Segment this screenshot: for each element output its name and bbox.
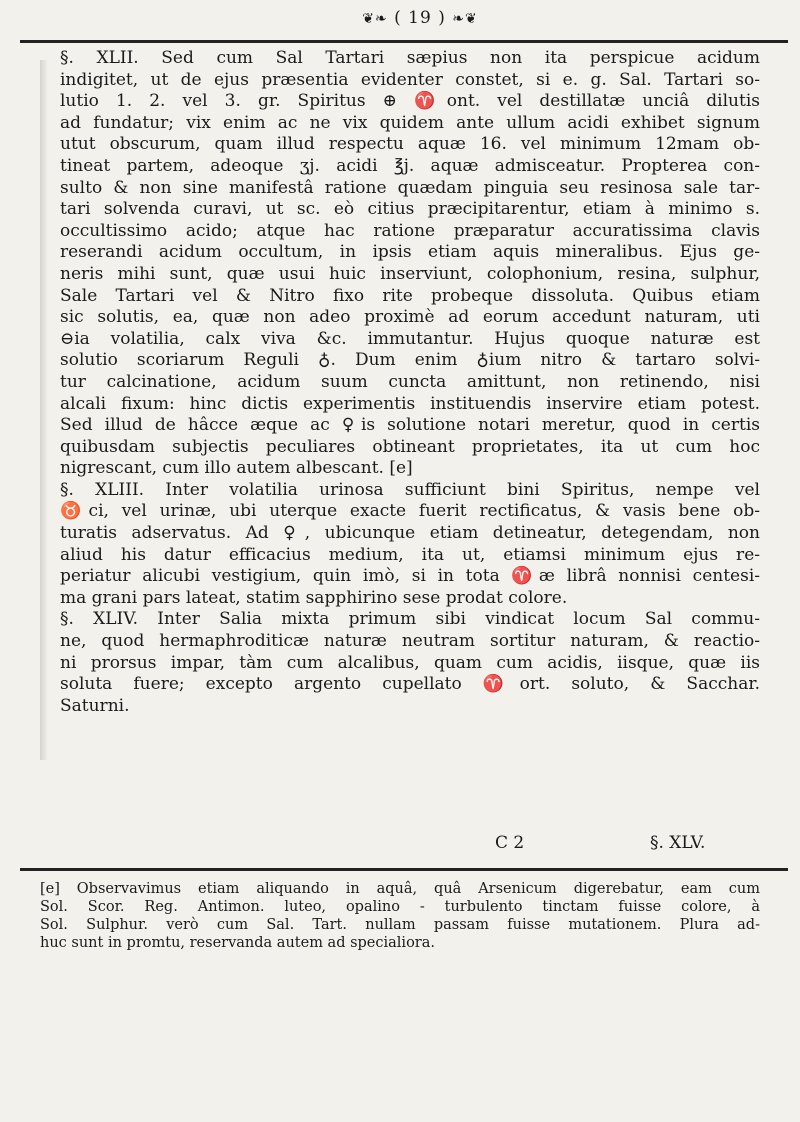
paragraph-p42 (60, 48, 760, 480)
text-line: Sed illud de hâcce æque ac ♀is solutione notari meretur, quod in certis (60, 415, 760, 436)
ornament-left: ❦❧ (362, 11, 388, 27)
text-line: periatur alicubi vestigium, quin imò, si in tota ♈æ librâ nonnisi centesi- (60, 566, 760, 587)
page-shadow (40, 60, 48, 760)
text-line: Saturni. (60, 695, 130, 716)
footnote-line: Sol. Scor. Reg. Antimon. luteo, opalino - turbulento tinctam fuisse colore, à (40, 899, 760, 915)
page-number: ( 19 ) (394, 8, 446, 28)
text-line: sic solutis, ea, quæ non adeo proximè ad eorum accedunt naturam, uti (60, 307, 760, 328)
main-text (60, 48, 760, 717)
text-line: §. XLIII. Inter volatilia urinosa sufficiunt bini Spiritus, nempe vel (60, 479, 760, 500)
footnote (40, 880, 760, 952)
paragraph-p43 (60, 480, 760, 610)
text-line: ma grani pars lateat, statim sapphirino sese prodat colore. (60, 587, 568, 608)
text-line: ⊖ia volatilia, calx viva &c. immutantur. Hujus quoque naturæ est (60, 328, 760, 349)
text-line: aliud his datur efficacius medium, ita ut, etiamsi minimum ejus re- (60, 544, 760, 565)
footnote-line: Sol. Sulphur. verò cum Sal. Tart. nullam passam fuisse mutationem. Plura ad- (40, 917, 760, 933)
text-line: reserandi acidum occultum, in ipsis etiam aquis mineralibus. Ejus ge- (60, 242, 760, 263)
text-line: tari solvenda curavi, ut sc. eò citius præcipitarentur, etiam à minimo s. (60, 199, 760, 220)
footnote-line: huc sunt in promtu, reservanda autem ad specialiora. (40, 935, 435, 951)
footnote-line: [e] Observavimus etiam aliquando in aquâ, quâ Arsenicum digerebatur, eam cum (40, 881, 760, 897)
text-line: quibusdam subjectis peculiares obtineant proprietates, ita ut cum hoc (60, 436, 760, 457)
text-line: sulto & non sine manifestâ ratione quædam pinguia seu resinosa sale tar- (60, 177, 760, 198)
text-line: nigrescant, cum illo autem albescant. [e] (60, 458, 413, 479)
page-header (300, 8, 540, 38)
text-line: §. XLIV. Inter Salia mixta primum sibi vindicat locum Sal commu- (60, 609, 760, 630)
catchword: §. XLV. (650, 833, 706, 853)
text-line: indigitet, ut de ejus præsentia evidenter constet, si e. g. Sal. Tartari so- (60, 69, 760, 90)
text-line: alcali fixum: hinc dictis experimentis instituendis inservire etiam potest. (60, 393, 760, 414)
text-line: Sale Tartari vel & Nitro fixo rite probeque dissoluta. Quibus etiam (60, 285, 760, 306)
text-line: utut obscurum, quam illud respectu aquæ 16. vel minimum 12mam ob- (60, 134, 760, 155)
text-line: lutio 1. 2. vel 3. gr. Spiritus ⊕ ♈ont. vel destillatæ unciâ dilutis (60, 91, 760, 112)
text-line: tur calcinatione, acidum suum cunctа amittunt, non retinendo, nisi (60, 371, 760, 392)
text-line: ad fundatur; vix enim ac ne vix quidem ante ullum acidi exhibet signum (60, 112, 760, 133)
header-rule (20, 40, 788, 43)
signature-mark: C 2 (495, 833, 525, 853)
text-line: ni prorsus impar, tàm cum alcalibus, quam cum acidis, iisque, quæ iis (60, 652, 760, 673)
footnote-rule (20, 868, 788, 871)
text-line: solutio scoriarum Reguli ♁. Dum enim ♁ium nitro & tartaro solvi- (60, 350, 760, 371)
text-line: ♉ci, vel urinæ, ubi uterque exacte fuerit rectificatus, & vasis bene ob- (60, 501, 760, 522)
text-line: tineat partem, adeoque ʒj. acidi ℥j. aquæ admisceatur. Propterea con- (60, 155, 760, 176)
text-line: turatis adservatus. Ad ♀, ubicunque etiam detineatur, detegendam, non (60, 523, 760, 544)
text-line: neris mihi sunt, quæ usui huic inserviunt, colophonium, resina, sulphur, (60, 263, 760, 284)
paragraph-p44 (60, 609, 760, 717)
text-line: §. XLII. Sed cum Sal Tartari sæpius non ita perspicue acidum (60, 48, 760, 68)
text-line: occultissimo acido; atque hac ratione præparatur accuratissima clavis (60, 220, 760, 241)
text-line: ne, quod hermaphroditicæ naturæ neutram sortitur naturam, & reactio- (60, 631, 760, 652)
ornament-right: ❧❦ (452, 11, 478, 27)
text-line: soluta fuere; excepto argento cupellato ♈ort. soluto, & Sacchar. (60, 674, 760, 695)
